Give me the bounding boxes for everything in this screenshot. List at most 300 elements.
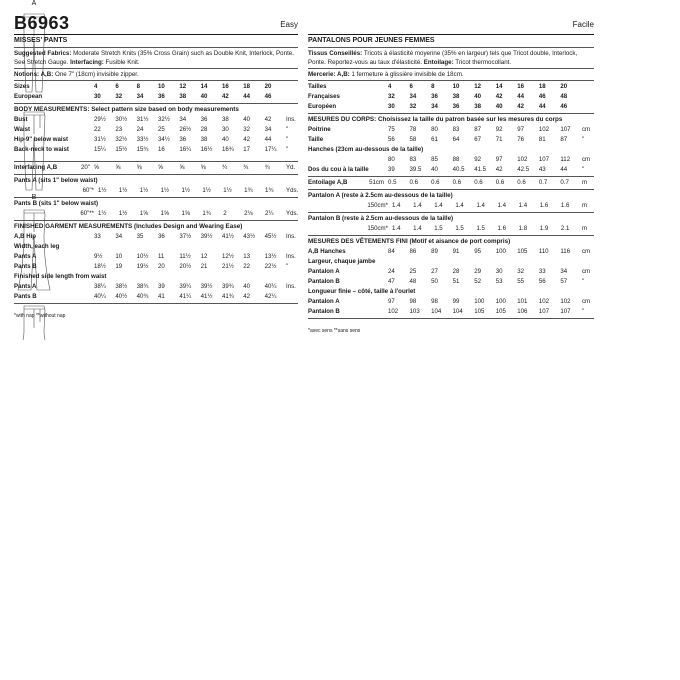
finished-hip-table — [14, 232, 298, 242]
table-cell: 80 — [431, 126, 438, 133]
table-cell: 16¾ — [221, 146, 234, 153]
table-cell: 34 — [409, 93, 417, 100]
table-cell: 0.6 — [431, 179, 440, 186]
table-cell: 97 — [517, 126, 525, 133]
table-cell: 21½ — [221, 263, 234, 270]
table-cell: 56 — [388, 136, 395, 143]
table-cell: 36 — [431, 93, 438, 100]
table-cell: 42 — [495, 166, 503, 173]
table-cell: 55 — [517, 278, 525, 285]
divider — [308, 176, 594, 177]
pants-b-yardage-title: Pants B (sits 1" below waist) — [14, 200, 99, 207]
table-cell: 42¼ — [264, 293, 277, 300]
table-cell: 36 — [452, 103, 460, 110]
divider — [14, 174, 298, 175]
table-cell: 16¼ — [179, 146, 192, 153]
body-measurements-title: BODY MEASUREMENTS: Select pattern size based on body measurements — [14, 106, 239, 113]
width-each-leg-table — [14, 252, 298, 272]
pattern-number: B6963 — [14, 13, 70, 33]
divider — [308, 235, 594, 236]
table-cell: 104 — [452, 308, 463, 315]
table-cell: 16 — [157, 146, 165, 153]
table-cell: 4 — [388, 83, 392, 90]
unit-cell — [286, 82, 298, 92]
table-cell: 1.5 — [434, 225, 443, 232]
table-cell: 92 — [495, 126, 503, 133]
table-cell: 20½ — [179, 263, 192, 270]
table-cell: 12 — [200, 253, 208, 260]
table-cell: 84 — [388, 248, 395, 255]
table-cell: 11 — [157, 253, 165, 260]
table-row — [308, 178, 594, 188]
table-cell: 48 — [409, 278, 417, 285]
table-cell: 105 — [474, 308, 485, 315]
table-cell: 97 — [388, 298, 395, 305]
table-cell: ¾ — [264, 164, 270, 171]
table-row — [14, 232, 298, 242]
unit-cell: " — [582, 308, 585, 315]
table-cell: 34 — [264, 126, 272, 133]
table-cell: 13½ — [264, 253, 277, 260]
table-cell: 19 — [115, 263, 123, 270]
table-cell: 40½ — [115, 293, 128, 300]
table-cell: 0.6 — [517, 179, 526, 186]
table-cell: 83 — [452, 126, 460, 133]
divider — [308, 189, 594, 190]
table-cell: 32 — [115, 93, 123, 100]
fabric-width: 60"** — [80, 210, 94, 217]
table-row — [308, 135, 594, 145]
table-cell: 2 — [223, 210, 227, 217]
table-cell: 14 — [200, 83, 208, 90]
table-cell: 33 — [94, 233, 101, 240]
width-each-leg-title: Width, each leg — [14, 243, 60, 250]
table-cell: 30 — [388, 103, 395, 110]
table-cell: 71 — [495, 136, 503, 143]
unit-cell — [582, 92, 594, 102]
largeur-table — [308, 267, 594, 287]
table-cell: 99 — [452, 298, 460, 305]
unit-cell: " — [286, 126, 289, 133]
table-cell: 48 — [560, 93, 568, 100]
divider — [308, 113, 594, 114]
table-row — [308, 82, 594, 92]
row-label: Back-neck to waist — [14, 146, 69, 153]
table-cell: 107 — [538, 156, 549, 163]
table-row — [308, 224, 594, 234]
table-cell: 1½ — [118, 187, 128, 194]
table-cell: 10½ — [136, 253, 149, 260]
table-cell: 58 — [409, 136, 417, 143]
table-cell: 40 — [243, 283, 251, 290]
table-cell: 42 — [243, 293, 251, 300]
table-cell: 12 — [179, 83, 187, 90]
table-cell: 0.6 — [495, 179, 505, 186]
table-cell: 27 — [431, 268, 438, 275]
table-row — [308, 165, 594, 175]
table-cell: 42 — [264, 116, 272, 123]
table-cell: 32½ — [115, 136, 128, 143]
table-cell: 43½ — [243, 233, 256, 240]
table-cell: 83 — [409, 156, 417, 163]
table-cell: 40 — [243, 116, 251, 123]
row-label: Poitrine — [308, 126, 331, 133]
table-cell: 33½ — [136, 136, 149, 143]
table-row — [308, 201, 594, 211]
footnote-fr: *avec sens **sans sens — [308, 328, 361, 334]
english-column — [14, 10, 298, 320]
table-cell: 30 — [94, 93, 101, 100]
row-label: Pantalon A — [308, 268, 340, 275]
table-cell: 80 — [388, 156, 395, 163]
unit-cell: Ins. — [286, 253, 296, 260]
row-label: Pantalon B — [308, 278, 340, 285]
table-row — [308, 125, 594, 135]
unit-cell: " — [582, 166, 585, 173]
table-row — [14, 125, 298, 135]
table-cell: 18 — [538, 83, 546, 90]
table-cell: 40 — [431, 166, 438, 173]
unit-cell: " — [286, 136, 289, 143]
table-row — [308, 155, 594, 165]
table-cell: 1.4 — [413, 202, 422, 209]
table-cell: 29 — [474, 268, 481, 275]
table-cell: 40 — [200, 93, 208, 100]
difficulty-level-fr: Facile — [572, 20, 594, 29]
longueur-title: Longueur finie – côté, taille à l'ourlet — [308, 288, 416, 295]
table-cell: 102 — [538, 298, 549, 305]
table-row — [308, 102, 594, 112]
table-cell: 32 — [409, 103, 417, 110]
table-cell: 40 — [474, 93, 481, 100]
table-cell: 52 — [474, 278, 481, 285]
pantalon-b-yardage-table — [308, 224, 594, 234]
table-cell: 47 — [388, 278, 395, 285]
table-cell: 40 — [221, 136, 229, 143]
table-cell: 30½ — [115, 116, 128, 123]
table-cell: 44 — [264, 136, 272, 143]
table-cell: 1.6 — [539, 202, 549, 209]
table-cell: 100 — [495, 298, 506, 305]
table-cell: 23 — [115, 126, 123, 133]
table-row — [14, 186, 298, 196]
unit-cell — [582, 102, 594, 112]
table-cell: 1½ — [98, 210, 107, 217]
table-cell: 22½ — [264, 263, 277, 270]
unit-cell — [286, 92, 298, 102]
table-row — [14, 135, 298, 145]
table-cell: 33 — [538, 268, 546, 275]
table-cell: 36 — [179, 136, 187, 143]
table-cell: 1⅝ — [160, 210, 170, 217]
table-cell: ⅝ — [136, 164, 142, 171]
header-rule-fr — [308, 34, 594, 35]
french-column — [308, 10, 594, 335]
pants-b-yardage-table — [14, 209, 298, 219]
largeur-title: Largeur, chaque jambe — [308, 258, 376, 265]
table-row — [14, 292, 298, 302]
table-cell: 36 — [157, 233, 165, 240]
fabric-width: 150cm* — [367, 225, 388, 232]
table-cell: 105 — [517, 248, 528, 255]
garment-title: MISSES' PANTS — [14, 37, 68, 44]
header-row — [14, 10, 298, 32]
table-cell: 1.9 — [539, 225, 549, 232]
table-cell: 25 — [409, 268, 417, 275]
row-label: Entoilage A,B 51cm — [308, 179, 384, 186]
table-cell: 25 — [157, 126, 165, 133]
table-cell: 64 — [452, 136, 460, 143]
table-row — [14, 145, 298, 155]
table-cell: 102 — [517, 156, 528, 163]
row-label: Sizes — [14, 83, 30, 90]
pants-a-yardage-table — [14, 186, 298, 196]
table-cell: 26½ — [179, 126, 192, 133]
table-cell: 8 — [431, 83, 435, 90]
table-cell: 95 — [474, 248, 481, 255]
divider — [14, 220, 298, 221]
row-label: A,B Hip — [14, 233, 37, 240]
table-cell: 1.4 — [434, 202, 443, 209]
table-cell: 1.4 — [413, 225, 422, 232]
table-cell: 107 — [560, 308, 571, 315]
table-cell: 19½ — [136, 263, 149, 270]
table-row — [308, 297, 594, 307]
table-cell: 1.4 — [518, 202, 528, 209]
table-cell: 40¼ — [264, 283, 277, 290]
table-cell: 0.6 — [474, 179, 483, 186]
table-cell: 38½ — [115, 283, 128, 290]
unit-cell: m — [582, 179, 588, 186]
table-cell: 107 — [538, 308, 549, 315]
table-cell: 15¼ — [94, 146, 106, 153]
table-row — [14, 92, 298, 102]
table-cell: 116 — [560, 248, 571, 255]
table-cell: 28 — [200, 126, 208, 133]
table-cell: 1.4 — [497, 202, 507, 209]
table-cell: 2.1 — [560, 225, 570, 232]
table-cell: 0.7 — [538, 179, 548, 186]
table-cell: 11½ — [179, 253, 191, 260]
row-label: Pants B — [14, 263, 37, 270]
table-cell: 41.5 — [474, 166, 487, 173]
divider — [14, 80, 298, 81]
unit-cell: " — [582, 278, 585, 285]
unit-cell: cm — [582, 248, 591, 255]
body-measurements-table — [14, 115, 298, 155]
table-row — [14, 82, 298, 92]
row-label: Pants A — [14, 253, 37, 260]
table-cell: 105 — [495, 308, 506, 315]
table-cell: 42.5 — [517, 166, 530, 173]
table-cell: 89 — [431, 248, 438, 255]
table-cell: 1½ — [181, 187, 190, 194]
table-cell: ⅝ — [157, 164, 164, 171]
divider — [308, 80, 594, 81]
table-cell: 36 — [157, 93, 165, 100]
table-cell: 98 — [431, 298, 438, 305]
divider — [308, 318, 594, 319]
footnote: *with nap **without nap — [14, 313, 66, 319]
table-cell: 10 — [115, 253, 123, 260]
table-cell: 29½ — [94, 116, 106, 123]
unit-cell: Ins. — [286, 116, 296, 123]
table-cell: 44 — [243, 93, 251, 100]
table-cell: 38 — [200, 136, 208, 143]
table-cell: 102 — [388, 308, 399, 315]
table-cell: 1½ — [160, 187, 170, 194]
unit-cell — [582, 82, 594, 92]
table-cell: 38¾ — [136, 283, 149, 290]
table-cell: 39½ — [200, 233, 213, 240]
table-cell: 34 — [560, 268, 568, 275]
table-cell: ⅝ — [179, 164, 185, 171]
table-cell: 20 — [264, 83, 272, 90]
row-label: Hip-9" below waist — [14, 136, 69, 143]
longueur-table — [308, 297, 594, 317]
row-label: Pants A — [14, 283, 37, 290]
table-cell: 32½ — [157, 116, 170, 123]
table-cell: 87 — [560, 136, 568, 143]
table-cell: 1.5 — [476, 225, 485, 232]
table-cell: 16 — [221, 83, 229, 90]
table-cell: 81 — [538, 136, 546, 143]
table-cell: 1.4 — [392, 225, 401, 232]
table-row — [14, 252, 298, 262]
table-cell: 16½ — [200, 146, 213, 153]
table-cell: 78 — [409, 126, 417, 133]
table-cell: 14 — [495, 83, 503, 90]
divider — [14, 103, 298, 104]
table-cell: 18½ — [94, 263, 106, 270]
table-cell: 0.5 — [388, 179, 397, 186]
table-cell: 1.4 — [392, 202, 401, 209]
table-cell: 1.5 — [455, 225, 464, 232]
table-cell: 1⅝ — [181, 210, 190, 217]
table-cell: 41½ — [200, 293, 213, 300]
row-label: Interfacing A,B 20" — [14, 164, 90, 171]
table-cell: 15¾ — [136, 146, 149, 153]
table-cell: 12 — [474, 83, 481, 90]
table-cell: 38¼ — [94, 283, 106, 290]
table-cell: 32 — [517, 268, 525, 275]
unit-cell: " — [286, 263, 289, 270]
suggested-fabrics: Suggested Fabrics: Moderate Stretch Knits (35% Cross Grain) such as Double Knit, Interlock, Ponte. See Stretch Gauge. Interfacing: Fusible Knit. — [14, 50, 294, 66]
interfacing-table-fr — [308, 178, 594, 188]
finished-length-title: Finished side length from waist — [14, 273, 107, 280]
table-cell: 98 — [409, 298, 417, 305]
finished-length-table — [14, 282, 298, 302]
table-cell: 1¾ — [265, 187, 274, 194]
table-cell: 36 — [200, 116, 208, 123]
fabric-width: 150cm* — [367, 202, 388, 209]
table-cell: 12½ — [221, 253, 234, 260]
unit-cell: m — [582, 202, 588, 209]
table-cell: 112 — [560, 156, 571, 163]
table-cell: 1¾ — [202, 210, 211, 217]
table-cell: 39 — [157, 283, 165, 290]
divider — [308, 212, 594, 213]
table-row — [14, 282, 298, 292]
unit-cell: cm — [582, 268, 591, 275]
divider — [14, 197, 298, 198]
row-label: Pantalon A — [308, 298, 340, 305]
notions-fr: Mercerie: A,B: 1 fermeture à glissière invisible de 18cm. — [308, 71, 464, 78]
table-cell: 1½ — [223, 187, 232, 194]
table-cell: 39¾ — [221, 283, 234, 290]
table-cell: 41¾ — [221, 293, 234, 300]
hip-title-fr: Hanches (23cm au-dessous de la taille) — [308, 146, 424, 153]
table-cell: 40.5 — [452, 166, 465, 173]
table-cell: 40¼ — [94, 293, 106, 300]
pantalon-a-yardage-table — [308, 201, 594, 211]
size-table-fr — [308, 82, 594, 112]
table-cell: 46 — [560, 103, 568, 110]
table-cell: 18 — [243, 83, 251, 90]
unit-cell: Ins. — [286, 283, 296, 290]
row-label: Taille — [308, 136, 324, 143]
table-cell: 38 — [474, 103, 481, 110]
table-cell: 100 — [495, 248, 506, 255]
table-cell: 22 — [243, 263, 251, 270]
table-cell: 44 — [538, 103, 546, 110]
table-cell: 34 — [115, 233, 123, 240]
unit-cell: Yds. — [286, 187, 299, 194]
table-cell: 32 — [388, 93, 395, 100]
table-cell: 6 — [409, 83, 413, 90]
table-cell: 40 — [495, 103, 503, 110]
table-cell: 44 — [517, 93, 525, 100]
table-cell: 76 — [517, 136, 525, 143]
divider — [14, 68, 298, 69]
row-label: Françaises — [308, 93, 340, 100]
table-cell: 0.6 — [409, 179, 419, 186]
row-label — [308, 155, 388, 165]
table-cell: 20 — [560, 83, 568, 90]
table-row — [308, 307, 594, 317]
table-cell: 24 — [136, 126, 144, 133]
finished-measurements-title: FINISHED GARMENT MEASUREMENTS (Includes Design and Wearing Ease) — [14, 223, 243, 230]
divider — [14, 47, 298, 48]
table-cell: 1.4 — [455, 202, 464, 209]
difficulty-level: Easy — [280, 20, 298, 29]
row-label: A,B Hanches — [308, 248, 346, 255]
finished-measurements-title-fr: MESURES DES VÊTEMENTS FINI (Motif et aisance de port compris) — [308, 238, 511, 245]
divider — [308, 68, 594, 69]
table-cell: 41¼ — [179, 293, 192, 300]
table-cell: 88 — [452, 156, 460, 163]
table-cell: 40¾ — [136, 293, 149, 300]
table-cell: 4 — [94, 83, 98, 90]
table-cell: 106 — [517, 308, 528, 315]
table-cell: 104 — [431, 308, 442, 315]
table-cell: 107 — [560, 126, 571, 133]
table-cell: 46 — [264, 93, 272, 100]
table-cell: 110 — [538, 248, 549, 255]
table-cell: ⅝ — [115, 164, 121, 171]
table-cell: 17 — [243, 146, 251, 153]
unit-cell: Yds. — [286, 210, 299, 217]
table-cell: 56 — [538, 278, 546, 285]
table-cell: ⅝ — [200, 164, 206, 171]
view-b-label: B — [31, 194, 37, 201]
header-rule — [14, 34, 298, 35]
pants-a-yardage-title: Pants A (sits 1" below waist) — [14, 177, 98, 184]
table-row — [308, 247, 594, 257]
table-cell: 1.6 — [497, 225, 507, 232]
table-cell: 31½ — [136, 116, 149, 123]
table-cell: 24 — [388, 268, 395, 275]
